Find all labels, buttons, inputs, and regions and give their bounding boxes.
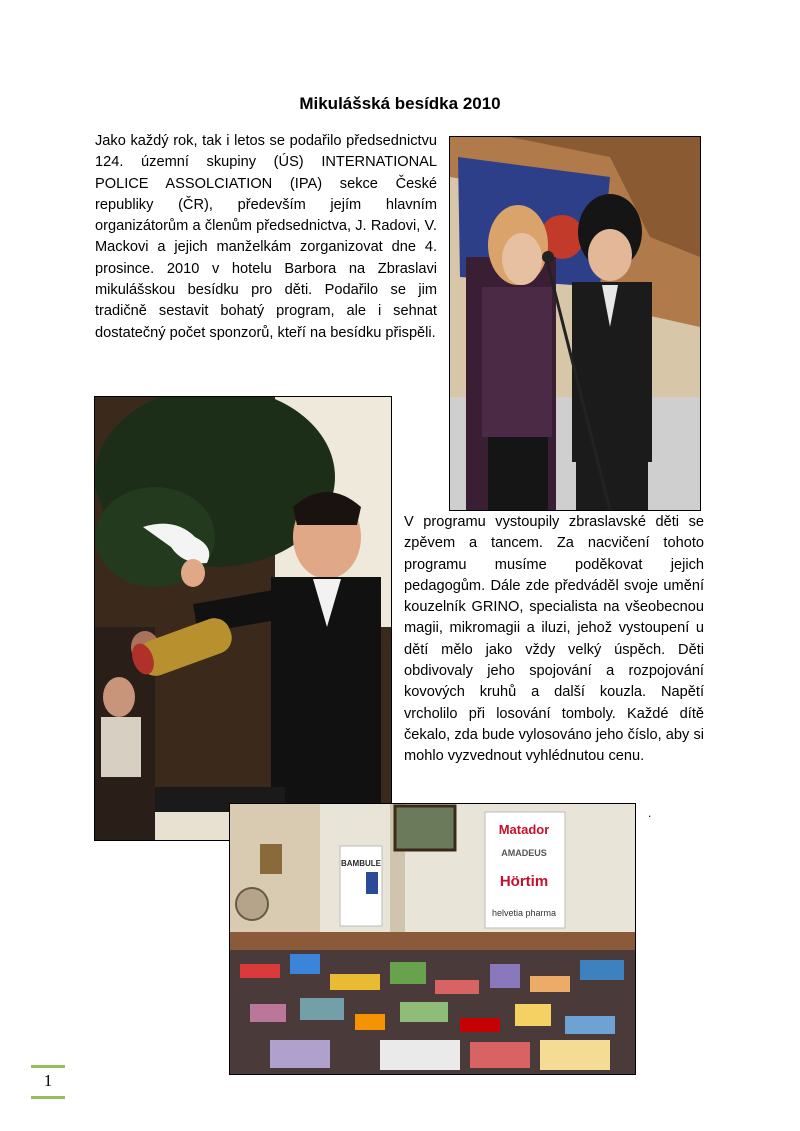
sponsor-logo-bambule: BAMBULE [341,859,381,868]
page-number: 1 [43,1071,53,1090]
photo-speakers [449,136,701,511]
sponsor-logo-amadeus: AMADEUS [501,848,547,858]
stray-mark: . [648,806,652,820]
program-paragraph: V programu vystoupily zbraslavské děti se zpěvem a tancem. Za nacvičení tohoto programu musíme poděkovat jejich pedagogům. Dále zde předváděl svoje umění kouzelník GRINO, specialista na všeobecnou magii, mikromagii a iluzi, jehož vystoupení u dětí mělo jako vždy velký úspěch. Děti obdivovaly jeho spojování a rozpojování kovových kruhů a další kouzla. Napětí vrcholilo při losování tomboly. Každé dítě čekalo, zda bude vylosováno jeho číslo, aby si mohlo vyzvednout vyhlédnutou cenu. [404,514,704,765]
page-number-rule-bottom [31,1096,65,1099]
photo-magician [94,396,392,841]
article-title: Mikulášská besídka 2010 [299,94,501,113]
sponsor-logo-matador: Matador [498,822,550,837]
page-number-box [31,1065,65,1099]
photo-tombola-prizes [229,803,636,1075]
intro-paragraph: Jako každý rok, tak i letos se podařilo předsednictvu 124. územní skupiny (ÚS) INTERNATIONAL POLICE ASSOLCIATION (IPA) sekce České republiky (ČR), především jejím hlavním organizátorům a členům předsednictva, J. Radovi, V. Mackovi a jejich manželkám zorganizovat dne 4. prosince. 2010 v hotelu Barbora na Zbraslavi mikulášskou besídku pro děti. Podařilo se jim tradičně sestavit bohatý program, ale i sehnat dostatečný počet sponzorů, kteří na besídku přispěli. [95,133,437,341]
sponsor-logo-helvetia: helvetia pharma [491,908,557,918]
sponsor-logo-hortim: Hörtim [499,873,549,890]
page-number-rule-top [31,1065,65,1068]
